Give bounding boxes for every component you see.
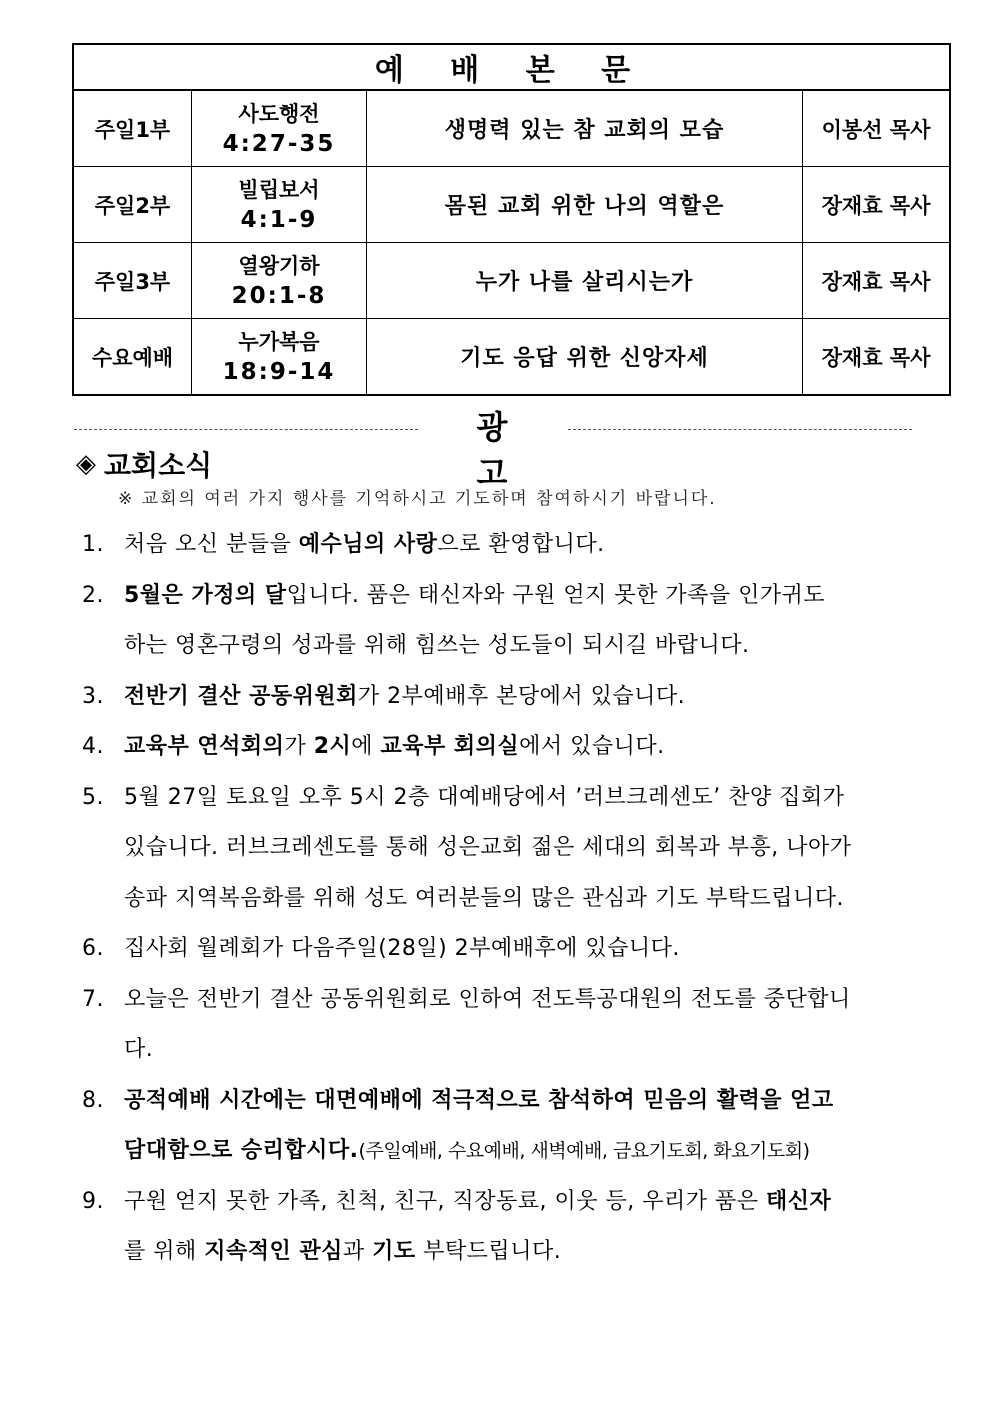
item-text: 에 xyxy=(351,734,381,759)
item-number: 3. xyxy=(82,683,104,709)
item-highlight: 지속적인 관심 xyxy=(204,1239,343,1264)
service-name: 주일3부 xyxy=(73,243,192,319)
item-note: (주일예배, 수요예배, 새벽예배, 금요기도회, 화요기도회) xyxy=(358,1140,810,1162)
service-name: 주일1부 xyxy=(73,90,192,167)
item-text: 집사회 월례회가 다음주일(28일) 2부예배후에 있습니다. xyxy=(124,936,680,961)
list-item xyxy=(82,722,852,773)
item-number: 6. xyxy=(82,936,104,961)
item-text: 구원 얻지 못한 가족, 친척, 친구, 직장동료, 이웃 등, 우리가 품은 xyxy=(124,1188,766,1214)
list-item xyxy=(82,571,852,672)
item-text: 를 위해 xyxy=(124,1239,205,1264)
list-item xyxy=(82,773,852,925)
scripture-book: 열왕기하 xyxy=(238,253,320,278)
item-number: 2. xyxy=(82,582,104,608)
preacher: 이봉선 목사 xyxy=(803,90,951,167)
sermon-title: 기도 응답 위한 신앙자세 xyxy=(367,319,803,396)
section-heading xyxy=(76,444,212,484)
item-number: 5. xyxy=(82,784,104,810)
scripture-ref: 20:1-8 xyxy=(231,282,327,309)
scripture-book: 누가복음 xyxy=(238,329,320,354)
table-row xyxy=(73,90,950,167)
item-highlight: 5월은 가정의 달 xyxy=(124,582,287,608)
item-highlight: 2시 xyxy=(313,734,352,759)
scripture xyxy=(192,90,367,167)
sermon-title: 누가 나를 살리시는가 xyxy=(367,243,803,319)
item-text: 과 xyxy=(342,1239,373,1264)
table-row xyxy=(73,319,950,396)
list-item xyxy=(82,924,852,975)
item-text: 가 2부예배후 본당에서 있습니다. xyxy=(357,683,686,709)
item-highlight: 교육부 회의실 xyxy=(380,734,520,759)
item-highlight: 공적예배 시간에는 대면예배에 적극적으로 참석하여 믿음의 활력을 얻고 담대함으로 승리합시다. xyxy=(124,1087,834,1163)
item-text: 입니다. 품은 태신자와 구원 얻지 못한 가족을 인가귀도 하는 영혼구령의 성과를 위해 힘쓰는 성도들이 되시길 바랍니다. xyxy=(124,582,826,658)
list-item xyxy=(82,1177,852,1278)
list-item xyxy=(82,672,852,723)
item-highlight: 전반기 결산 공동위원회 xyxy=(124,683,358,709)
dashed-divider xyxy=(74,429,418,430)
item-highlight: 예수님의 사랑 xyxy=(298,532,438,557)
list-item xyxy=(82,1076,852,1177)
scripture xyxy=(192,319,367,396)
diamond-icon: ◈ xyxy=(76,449,96,479)
service-name: 주일2부 xyxy=(73,167,192,243)
item-text: 오늘은 전반기 결산 공동위원회로 인하여 전도특공대원의 전도를 중단합니다. xyxy=(124,986,851,1062)
item-highlight: 기도 xyxy=(372,1239,416,1264)
item-text: 5월 27일 토요일 오후 5시 2층 대예배당에서 ’러브크레센도’ 찬양 집회가 있습니다. 러브크레센도를 통해 성은교회 젊은 세대의 회복과 부흥, 나아가 송파 지역복음화를 위해 성도 여러분들의 많은 관심과 기도 부탁드립니다. xyxy=(124,784,852,911)
scripture xyxy=(192,243,367,319)
item-highlight: 교육부 연석회의 xyxy=(124,734,285,759)
scripture-ref: 4:27-35 xyxy=(222,130,336,157)
section-title: 교회소식 xyxy=(104,449,213,482)
scripture-book: 사도행전 xyxy=(238,101,320,126)
dashed-divider xyxy=(568,429,912,430)
item-number: 8. xyxy=(82,1087,104,1113)
preacher: 장재효 목사 xyxy=(803,319,951,396)
ad-title: 광 고 xyxy=(476,408,538,492)
table-row xyxy=(73,243,950,319)
item-highlight: 태신자 xyxy=(765,1188,832,1214)
item-text: 에서 있습니다. xyxy=(519,734,665,759)
scripture-ref: 4:1-9 xyxy=(240,206,318,233)
scripture-ref: 18:9-14 xyxy=(222,358,336,385)
item-number: 1. xyxy=(82,532,104,557)
item-number: 7. xyxy=(82,986,104,1012)
item-number: 9. xyxy=(82,1188,104,1214)
item-text: 부탁드립니다. xyxy=(415,1239,562,1264)
table-row xyxy=(73,167,950,243)
scripture-book: 빌립보서 xyxy=(238,177,320,202)
sermon-title: 생명력 있는 참 교회의 모습 xyxy=(367,90,803,167)
service-name: 수요예배 xyxy=(73,319,192,396)
worship-table xyxy=(72,43,951,396)
item-text: 으로 환영합니다. xyxy=(437,532,605,557)
sermon-title: 몸된 교회 위한 나의 역할은 xyxy=(367,167,803,243)
list-item xyxy=(82,975,852,1076)
notice-text: ※ 교회의 여러 가지 행사를 기억하시고 기도하며 참여하시기 바랍니다. xyxy=(118,489,717,509)
preacher: 장재효 목사 xyxy=(803,167,951,243)
item-text: 가 xyxy=(284,734,314,759)
worship-table-title: 예 배 본 문 xyxy=(73,44,950,90)
preacher: 장재효 목사 xyxy=(803,243,951,319)
scripture xyxy=(192,167,367,243)
news-list xyxy=(82,520,852,1278)
item-text: 처음 오신 분들을 xyxy=(124,532,299,557)
list-item xyxy=(82,520,852,571)
item-number: 4. xyxy=(82,734,104,759)
